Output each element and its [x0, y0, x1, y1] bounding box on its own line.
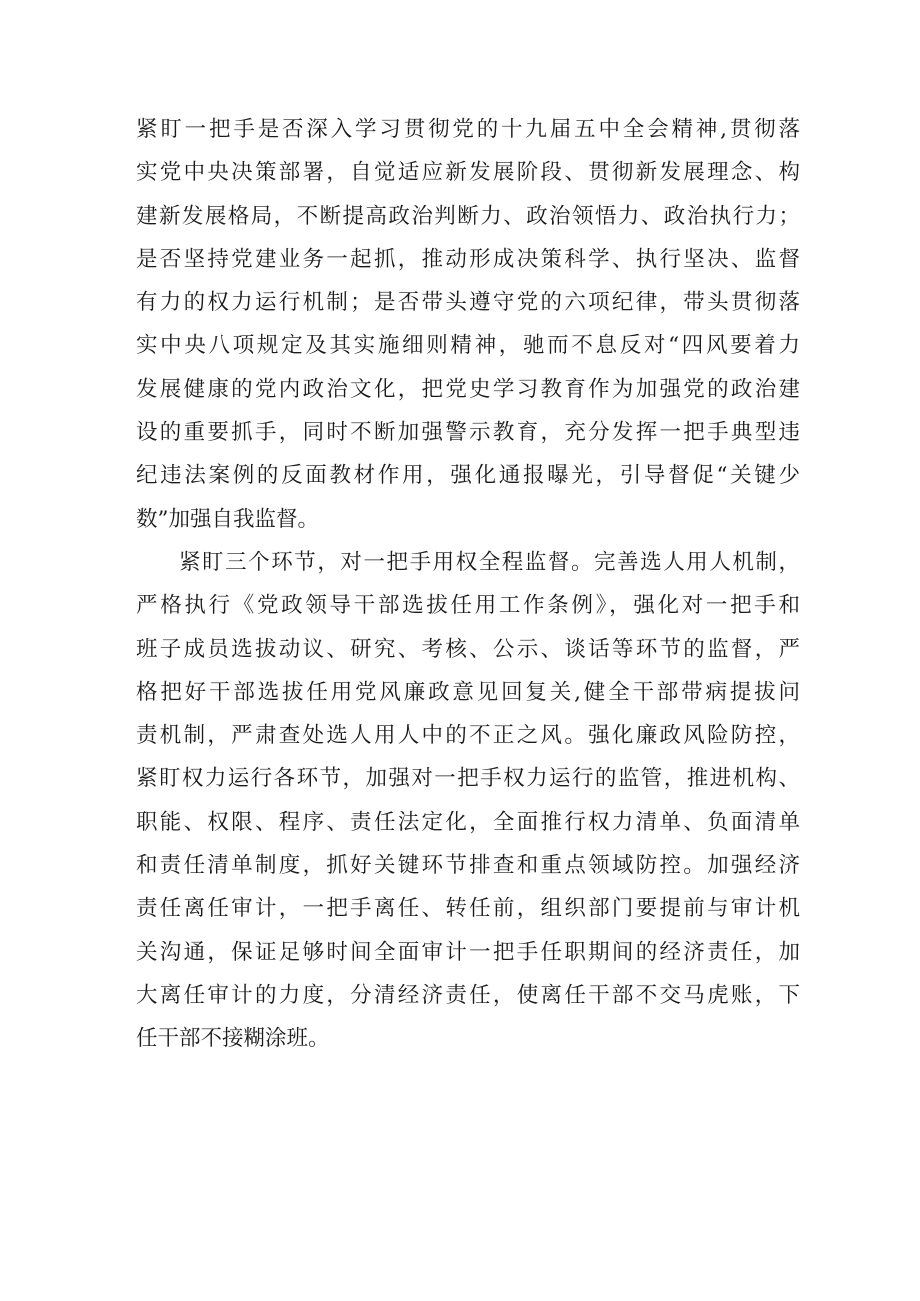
paragraph-line: 格把好干部选拔任用党风廉政意见回复关,健全干部带病提拔问 [136, 679, 800, 705]
paragraph-line: 数”加强自我监督。 [136, 506, 319, 532]
paragraph-line: 实中央八项规定及其实施细则精神，驰而不息反对“四风要着力 [136, 333, 800, 359]
paragraph-line: 责任离任审计，一把手离任、转任前，组织部门要提前与审计机 [136, 896, 800, 922]
paragraph-line: 和责任清单制度，抓好关键环节排查和重点领域防控。加强经济 [136, 853, 800, 879]
paragraph-line: 发展健康的党内政治文化，把党史学习教育作为加强党的政治建 [136, 376, 800, 402]
paragraph-1 [136, 108, 800, 541]
paragraph-line: 任干部不接糊涂班。 [136, 1026, 330, 1052]
paragraph-line: 紧盯权力运行各环节，加强对一把手权力运行的监管，推进机构、 [136, 766, 800, 792]
paragraph-line: 班子成员选拔动议、研究、考核、公示、谈话等环节的监督，严 [136, 636, 800, 662]
paragraph-line: 严格执行《党政领导干部选拔任用工作条例》，强化对一把手和 [136, 593, 800, 619]
paragraph-line: 关沟通，保证足够时间全面审计一把手任职期间的经济责任，加 [136, 939, 800, 965]
paragraph-line: 职能、权限、程序、责任法定化，全面推行权力清单、负面清单 [136, 809, 800, 835]
paragraph-line: 紧盯一把手是否深入学习贯彻党的十九届五中全会精神,贯彻落 [136, 117, 800, 142]
paragraph-line: 紧盯三个环节，对一把手用权全程监督。完善选人用人机制， [179, 549, 800, 575]
paragraph-line: 实党中央决策部署，自觉适应新发展阶段、贯彻新发展理念、构 [136, 160, 800, 186]
paragraph-line: 有力的权力运行机制；是否带头遵守党的六项纪律，带头贯彻落 [136, 290, 800, 316]
paragraph-line: 是否坚持党建业务一起抓，推动形成决策科学、执行坚决、监督 [136, 246, 800, 272]
paragraph-line: 纪违法案例的反面教材作用，强化通报曝光，引导督促“关键少 [136, 463, 800, 489]
document-body [136, 108, 800, 1061]
paragraph-line: 建新发展格局，不断提高政治判断力、政治领悟力、政治执行力； [136, 203, 800, 229]
paragraph-2 [136, 541, 800, 1061]
paragraph-line: 责机制，严肃查处选人用人中的不正之风。强化廉政风险防控， [136, 723, 800, 749]
paragraph-line: 设的重要抓手，同时不断加强警示教育，充分发挥一把手典型违 [136, 420, 800, 446]
paragraph-line: 大离任审计的力度，分清经济责任，使离任干部不交马虎账，下 [136, 982, 800, 1008]
